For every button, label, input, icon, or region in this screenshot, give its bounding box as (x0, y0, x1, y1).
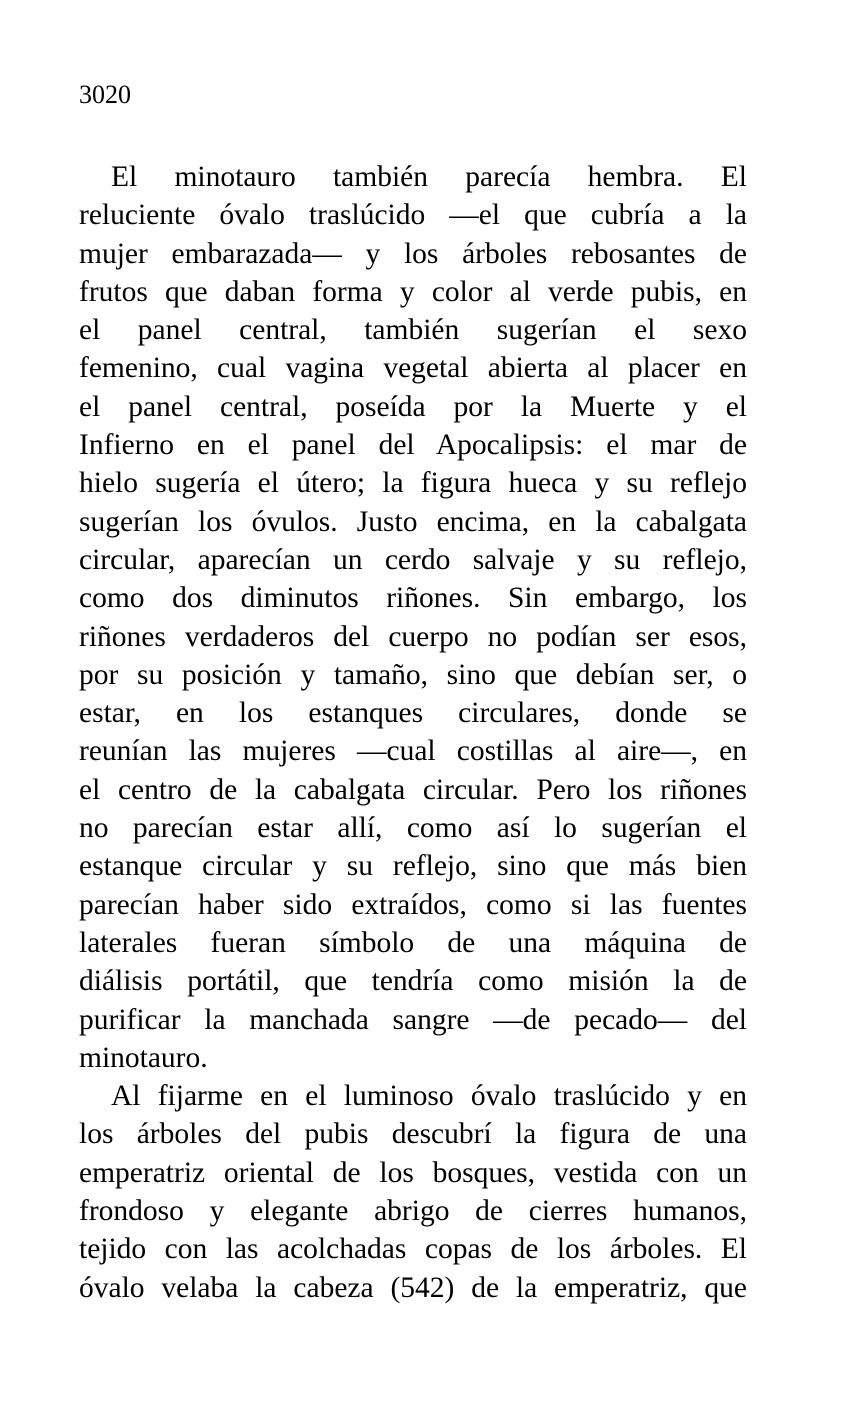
text-line: el centro de la cabalgata circular. Pero los riñones (79, 773, 747, 806)
text-line: estanque circular y su reflejo, sino que más bien (79, 850, 747, 883)
text-line: como dos diminutos riñones. Sin embargo, los (79, 582, 747, 615)
text-line: el panel central, poseída por la Muerte y el (79, 390, 747, 423)
text-line: reluciente óvalo traslúcido —el que cubría a la (79, 199, 747, 232)
text-line: emperatriz oriental de los bosques, vestida con un (79, 1156, 747, 1189)
text-line: diálisis portátil, que tendría como misión la de (79, 965, 747, 998)
text-line: laterales fueran símbolo de una máquina de (79, 926, 747, 959)
text-line: femenino, cual vagina vegetal abierta al placer en (79, 352, 747, 385)
text-line: por su posición y tamaño, sino que debían ser, o (79, 658, 747, 691)
text-line: tejido con las acolchadas copas de los árboles. El (79, 1233, 747, 1266)
text-line: el panel central, también sugerían el sexo (79, 314, 747, 347)
paragraph (79, 158, 747, 1077)
text-line: riñones verdaderos del cuerpo no podían ser esos, (79, 620, 747, 653)
page-number: 3020 (79, 80, 131, 109)
body-text (79, 158, 747, 1307)
text-line: circular, aparecían un cerdo salvaje y su reflejo, (79, 543, 747, 576)
text-line: Infierno en el panel del Apocalipsis: el mar de (79, 429, 747, 462)
text-line: parecían haber sido extraídos, como si las fuentes (79, 888, 747, 921)
paragraph (79, 1077, 747, 1307)
text-line: purificar la manchada sangre —de pecado— del (79, 1003, 747, 1036)
text-line: no parecían estar allí, como así lo sugerían el (79, 812, 747, 845)
text-line: reunían las mujeres —cual costillas al aire—, en (79, 735, 747, 768)
text-line: frutos que daban forma y color al verde pubis, en (79, 275, 747, 308)
text-line: minotauro. (79, 1041, 208, 1074)
text-line: hielo sugería el útero; la figura hueca y su reflejo (79, 467, 747, 500)
text-line: mujer embarazada— y los árboles rebosantes de (79, 237, 747, 270)
text-line: óvalo velaba la cabeza (542) de la emperatriz, que (79, 1271, 747, 1304)
text-line: Al fijarme en el luminoso óvalo traslúcido y en (111, 1080, 747, 1113)
text-line: estar, en los estanques circulares, donde se (79, 697, 747, 730)
text-line: los árboles del pubis descubrí la figura de una (79, 1118, 747, 1151)
text-line: sugerían los óvulos. Justo encima, en la cabalgata (79, 505, 747, 538)
text-line: El minotauro también parecía hembra. El (111, 161, 747, 193)
text-line: frondoso y elegante abrigo de cierres humanos, (79, 1195, 747, 1228)
